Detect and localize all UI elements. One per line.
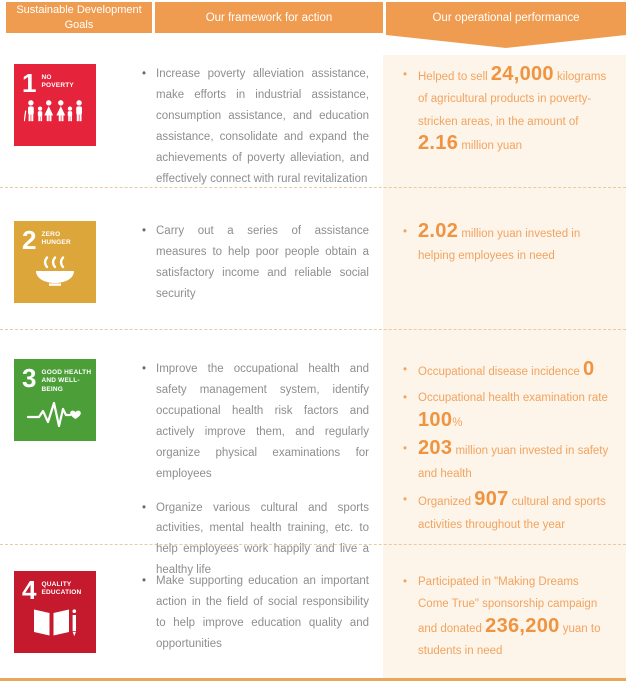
sdg-number: 4 <box>22 575 37 605</box>
actions-cell <box>130 359 383 594</box>
perf-item <box>403 571 612 663</box>
sdg-row <box>0 330 626 577</box>
sdg-number: 3 <box>22 363 37 393</box>
sdg-card-header <box>14 221 96 255</box>
perf-text: million yuan invested in helping employees in need <box>418 228 581 263</box>
perf-text: Participated in "Making Dreams Come True" sponsorship campaign and donated <box>418 576 598 635</box>
sdg-title: QUALITY EDUCATION <box>41 581 82 597</box>
perf-text: million yuan invested in safety and health <box>418 445 609 480</box>
actions-cell <box>130 221 383 329</box>
rows-container <box>0 55 626 680</box>
header-framework: Our framework for action <box>155 2 383 33</box>
bottom-rule <box>0 678 626 681</box>
goal-cell <box>0 221 130 329</box>
perf-text: Occupational disease incidence <box>418 366 583 378</box>
perf-item <box>403 489 612 536</box>
actions-cell <box>130 571 383 680</box>
perf-text: yuan to students in need <box>418 622 601 658</box>
sdg-card-header <box>14 571 96 605</box>
big-number: 907 <box>474 488 509 511</box>
action-item: • Carry out a series of assistance measures to help poor people obtain a satisfactory income and reliable social security <box>141 221 369 305</box>
perf-item <box>403 359 612 383</box>
perf-item <box>403 387 612 434</box>
action-item: • Make supporting education an important action in the field of social responsibility to help improve education quality and opportunities <box>141 571 369 655</box>
header-performance: Our operational performance <box>386 2 626 33</box>
big-number: 100 <box>418 408 453 431</box>
perf-text: cultural and sports activities throughout the year <box>418 496 606 531</box>
goal-cell <box>0 359 130 594</box>
sdg-card-header <box>14 359 96 394</box>
big-number: 2.02 <box>418 220 459 242</box>
family-icon <box>14 99 96 126</box>
bowl-icon <box>14 256 96 286</box>
book-icon <box>14 606 96 638</box>
performance-cell <box>383 64 626 203</box>
header-goals: Sustainable Development Goals <box>6 2 152 33</box>
action-item: • Improve the occupational health and safety management system, identify occupational health risk factors and actively improve them, and regularly organize physical examinations for employees <box>141 359 369 485</box>
sdg-row <box>0 55 626 188</box>
big-number: 2.16 <box>418 132 459 155</box>
action-item: • Organize various cultural and sports activities, mental health training, etc. to help employees work happily and live a healthy life <box>141 498 369 582</box>
perf-text: % <box>452 416 463 429</box>
performance-cell <box>383 221 626 329</box>
performance-cell <box>383 571 626 680</box>
sdg-title: NO POVERTY <box>41 74 74 90</box>
big-number: 236,200 <box>485 614 560 637</box>
big-number: 203 <box>418 437 453 460</box>
sdg-number: 2 <box>22 225 37 255</box>
perf-text: Organized <box>418 496 475 509</box>
perf-text: Helped to sell <box>418 71 491 83</box>
perf-text: kilograms of agricultural products in poverty-stricken areas, in the amount of <box>418 71 607 128</box>
perf-item <box>403 438 612 485</box>
perf-item <box>403 221 612 268</box>
perf-text: Occupational health examination rate <box>418 392 608 405</box>
goal-cell <box>0 571 130 680</box>
sdg-2-card <box>14 221 96 303</box>
goal-cell <box>0 64 130 203</box>
sdg-title: GOOD HEALTH AND WELL-BEING <box>41 369 92 393</box>
heartbeat-icon <box>14 399 96 429</box>
performance-cell <box>383 359 626 594</box>
action-item: • Increase poverty alleviation assistance, make efforts in industrial assistance, consumption assistance, and education assistance, consolidate and expand the achievements of poverty alleviation, and effectively connect with rural revitalization <box>141 64 369 190</box>
perf-text: million yuan <box>458 140 523 153</box>
sdg-4-card <box>14 571 96 653</box>
big-number: 24,000 <box>490 63 554 85</box>
sdg-row <box>0 188 626 330</box>
sdg-3-card <box>14 359 96 441</box>
performance-ribbon-notch-icon <box>386 32 626 49</box>
sdg-1-card <box>14 64 96 146</box>
sdg-number: 1 <box>22 68 37 98</box>
sdg-title: ZERO HUNGER <box>41 231 71 247</box>
big-number: 0 <box>582 358 595 380</box>
perf-item <box>403 64 612 158</box>
sdg-card-header <box>14 64 96 98</box>
actions-cell <box>130 64 383 203</box>
